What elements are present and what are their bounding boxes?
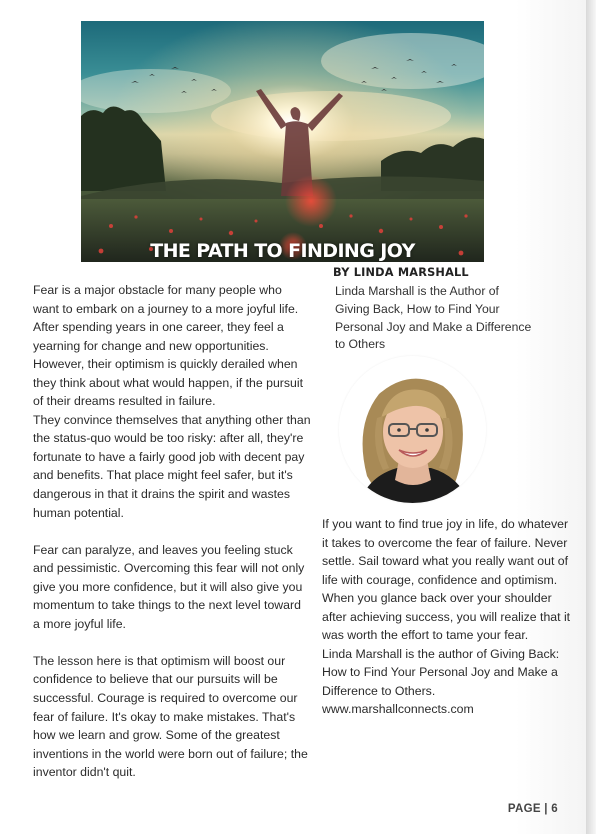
- paragraph: They convince themselves that anything other than the status-quo would be too risky: after all, they're fortunate to have a fairly good job with decent pay and benefits. That place might feel safer, but it's dangerous in that it drains the spirit and wastes human potential.: [33, 412, 311, 520]
- author-bio: Linda Marshall is the Author of Giving Back, How to Find Your Personal Joy and Make a Difference to Others: [335, 284, 532, 352]
- byline: BY LINDA MARSHALL: [333, 266, 469, 279]
- hero-image: [81, 21, 484, 262]
- paragraph: The lesson here is that optimism will boost our confidence to believe that our pursuits will be successful. Courage is required to overcome our fear of failure. It's okay to make mistakes. That's how we learn and grow. Some of the greatest inventions in the world were born out of failure; the inventor didn't quit.: [33, 653, 308, 780]
- page-edge: [586, 0, 596, 834]
- author-photo: [339, 356, 486, 503]
- sunset-figure-birds-image: [81, 21, 484, 262]
- website-link[interactable]: www.marshallconnects.com: [322, 702, 474, 717]
- paragraph: If you want to find true joy in life, do whatever it takes to overcome the fear of failure. Never settle. Sail toward what you really want out of life with courage, confidence and optimism. When you glance back over your shoulder after achieving success, you will realize that it was worth the effort to tame your fear.: [322, 517, 571, 643]
- paragraph: Fear can paralyze, and leaves you feeling stuck and pessimistic. Overcoming this fear will not only give you more confidence, but it will also give you momentum to take things to the next level toward a more joyful life.: [33, 542, 305, 631]
- author-portrait-image: [339, 356, 486, 503]
- page-number: PAGE | 6: [507, 803, 558, 815]
- paragraph: Linda Marshall is the author of Giving Back: How to Find Your Personal Joy and Make a Difference to Others.: [322, 646, 560, 698]
- paragraph: Fear is a major obstacle for many people who want to embark on a journey to a more joyful life. After spending years in one career, they feel a yearning for change and new opportunities. However, their optimism is quickly derailed when they think about what would happen, if the pursuit of their dreams resulted in failure.: [33, 283, 304, 409]
- right-column: [322, 515, 574, 719]
- left-column: [33, 281, 311, 782]
- article-title: THE PATH TO FINDING JOY: [150, 240, 415, 262]
